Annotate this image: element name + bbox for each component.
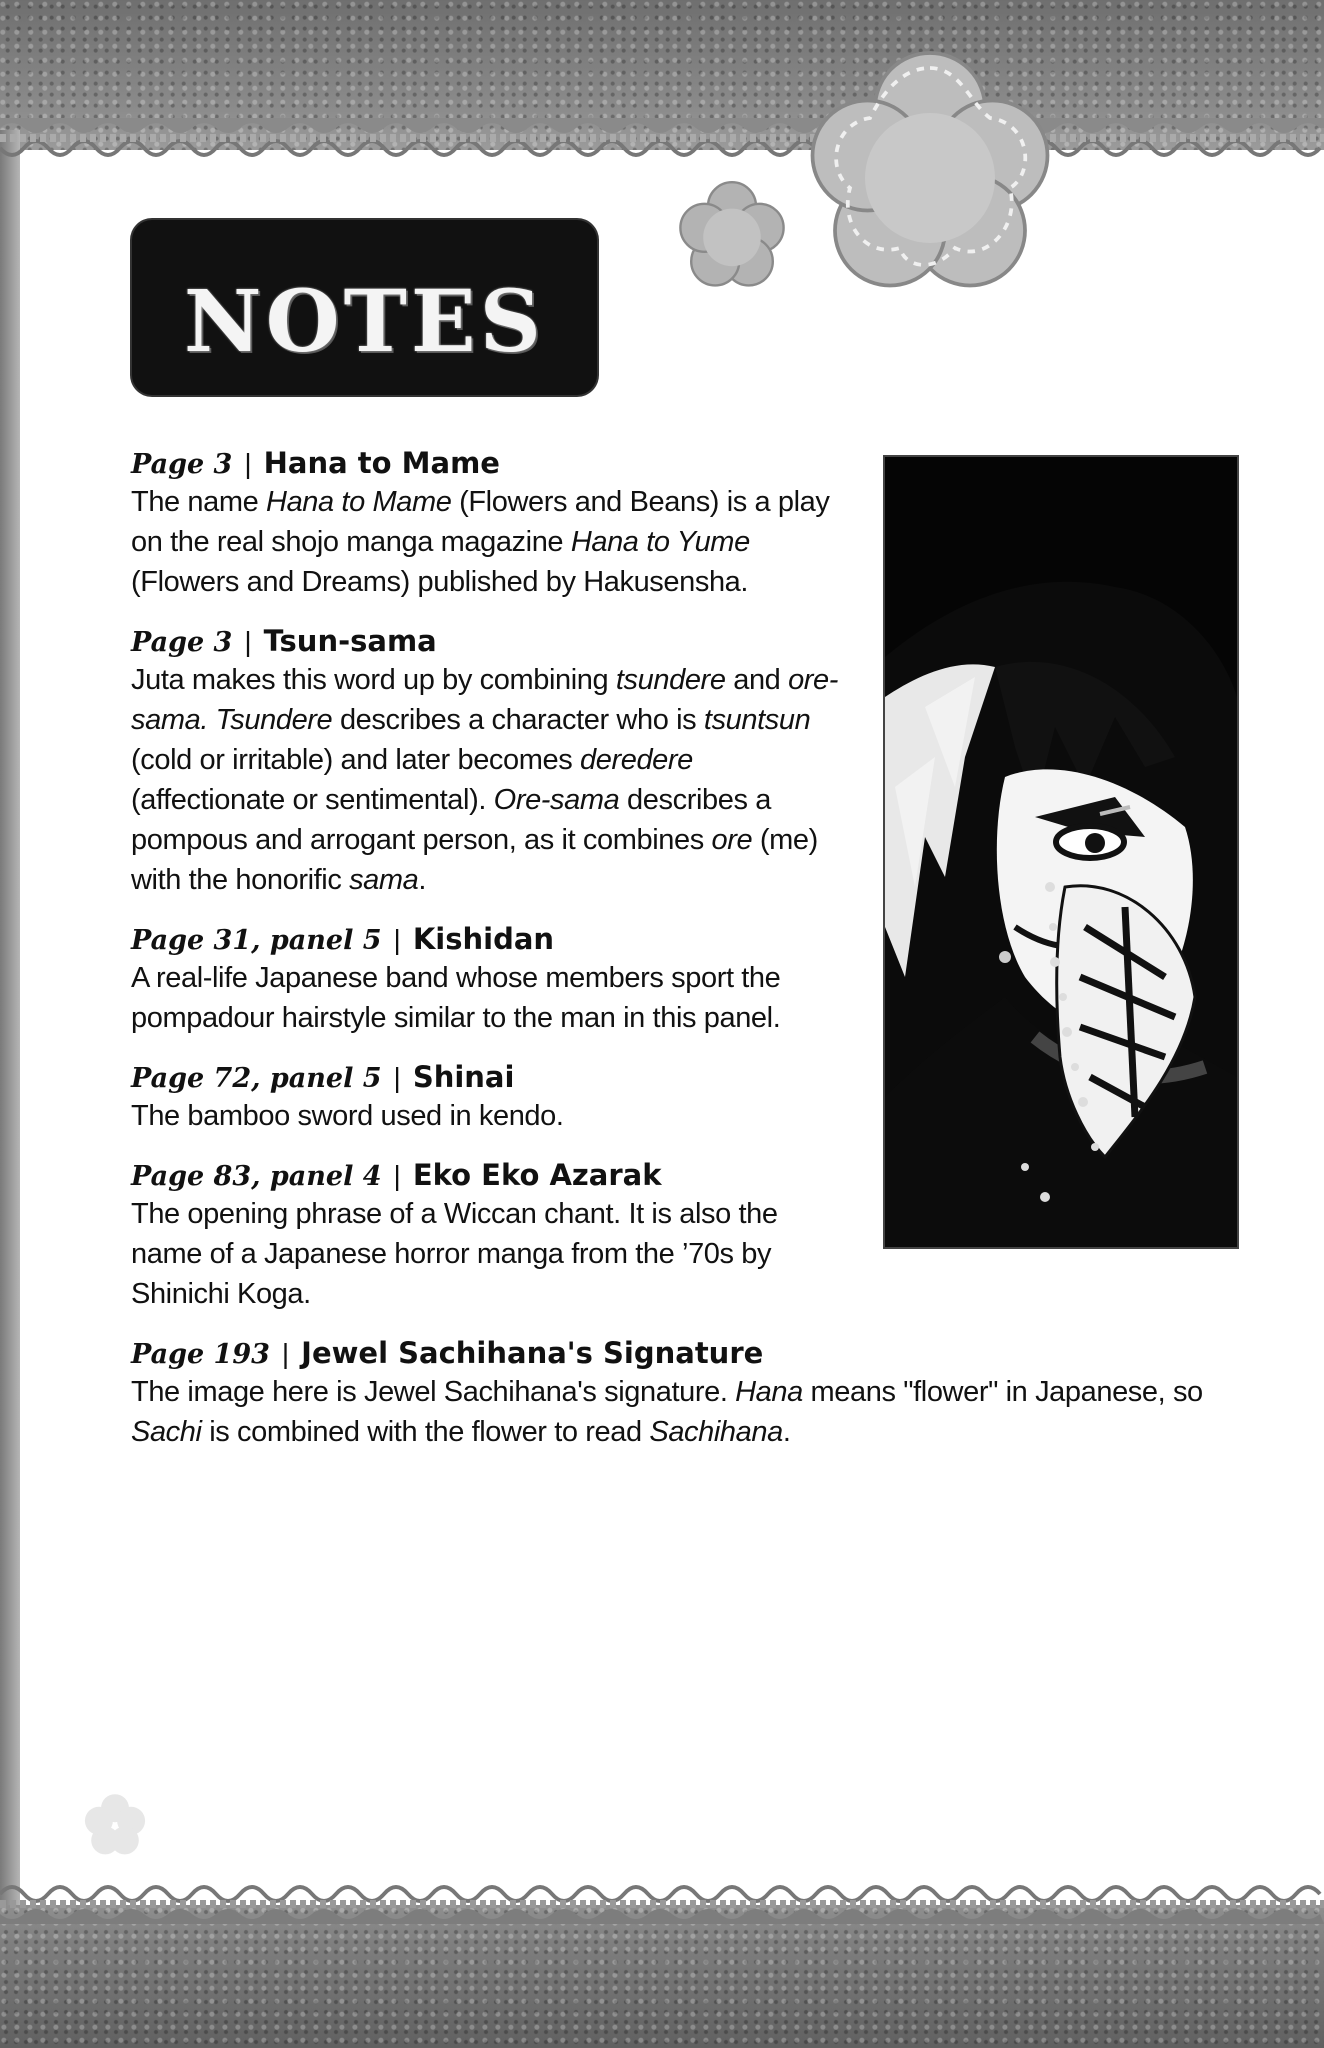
- note-text: describes a pompous and arrogant person, as it combines: [131, 784, 771, 856]
- small-flower-patch-icon: [672, 175, 792, 295]
- note-italic-term: Hana: [735, 1376, 803, 1408]
- note-italic-term: deredere: [580, 744, 693, 776]
- faint-flower-icon: [80, 1790, 150, 1860]
- note-italic-term: tsundere: [615, 664, 726, 696]
- note-separator: |: [244, 448, 252, 479]
- note-page-reference: Page 72, panel 5: [131, 1063, 382, 1094]
- note-entry: [131, 444, 1241, 602]
- notes-list: [131, 444, 1241, 1472]
- note-text: (Flowers and Dreams) published by Hakusensha.: [131, 566, 749, 598]
- flower-patch-icon: [805, 48, 1055, 298]
- top-lace-trim: [0, 118, 1324, 162]
- note-text: .: [418, 864, 427, 896]
- note-entry: [131, 1058, 1241, 1136]
- note-text: The name: [131, 486, 267, 518]
- note-page-reference: Page 3: [131, 449, 233, 480]
- page-title: notes: [183, 235, 546, 380]
- note-italic-term: tsuntsun: [703, 704, 811, 736]
- note-body: [131, 1194, 851, 1314]
- note-text: A real-life Japanese band whose members sport the pompadour hairstyle similar to the man in this panel.: [131, 962, 781, 1034]
- note-heading: [131, 1058, 1241, 1096]
- note-text: and: [725, 664, 789, 696]
- note-body: [131, 1096, 851, 1136]
- note-text: The opening phrase of a Wiccan chant. It is also the name of a Japanese horror manga from the ’70s by Shinichi Koga.: [131, 1198, 778, 1310]
- note-heading: [131, 920, 1241, 958]
- note-text: Juta makes this word up by combining: [131, 664, 616, 696]
- note-page-reference: Page 193: [131, 1339, 270, 1370]
- note-title: Eko Eko Azarak: [412, 1158, 662, 1192]
- note-text: The image here is Jewel Sachihana's signature.: [131, 1376, 736, 1408]
- note-body: [131, 958, 851, 1038]
- bottom-lace-trim: [0, 1880, 1324, 1924]
- note-italic-term: ore-sama. Tsundere: [131, 664, 839, 736]
- note-italic-term: Hana to Mame: [266, 486, 452, 518]
- note-heading: [131, 1156, 1241, 1194]
- note-entry: [131, 1156, 1241, 1314]
- note-separator: |: [393, 1160, 401, 1191]
- note-title: Hana to Mame: [263, 446, 500, 480]
- note-text: (me) with the honorific: [131, 824, 818, 896]
- note-italic-term: ore: [711, 824, 753, 856]
- note-text: The bamboo sword used in kendo.: [131, 1100, 564, 1132]
- note-title: Shinai: [412, 1060, 515, 1094]
- note-page-reference: Page 83, panel 4: [131, 1161, 382, 1192]
- left-border-texture: [0, 130, 20, 1920]
- title-plaque: [132, 220, 597, 395]
- note-body: [131, 482, 851, 602]
- note-text: is combined with the flower to read: [201, 1416, 650, 1448]
- note-italic-term: Hana to Yume: [570, 526, 750, 558]
- note-separator: |: [393, 924, 401, 955]
- note-italic-term: Sachi: [131, 1416, 202, 1448]
- note-heading: [131, 1334, 1241, 1372]
- note-body: [131, 1372, 1241, 1452]
- note-separator: |: [244, 626, 252, 657]
- note-text: (cold or irritable) and later becomes: [131, 744, 580, 776]
- note-italic-term: Sachihana: [649, 1416, 783, 1448]
- note-text: (Flowers and Beans) is a play on the real shojo manga magazine: [131, 486, 830, 558]
- note-title: Kishidan: [412, 922, 555, 956]
- note-italic-term: sama: [349, 864, 419, 896]
- note-separator: |: [281, 1338, 290, 1369]
- note-text: (affectionate or sentimental).: [131, 784, 494, 816]
- note-title: Jewel Sachihana's Signature: [301, 1336, 764, 1370]
- note-italic-term: Ore-sama: [493, 784, 620, 816]
- note-title: Tsun-sama: [263, 624, 437, 658]
- note-text: means "flower" in Japanese, so: [802, 1376, 1203, 1408]
- note-page-reference: Page 31, panel 5: [131, 925, 382, 956]
- note-entry: [131, 1334, 1241, 1452]
- note-heading: [131, 622, 1241, 660]
- note-page-reference: Page 3: [131, 627, 233, 658]
- note-separator: |: [393, 1062, 401, 1093]
- note-heading: [131, 444, 1241, 482]
- note-body: [131, 660, 851, 900]
- note-entry: [131, 920, 1241, 1038]
- note-text: .: [782, 1416, 791, 1448]
- note-entry: [131, 622, 1241, 900]
- bottom-border-texture: [0, 1905, 1324, 2048]
- note-text: describes a character who is: [332, 704, 704, 736]
